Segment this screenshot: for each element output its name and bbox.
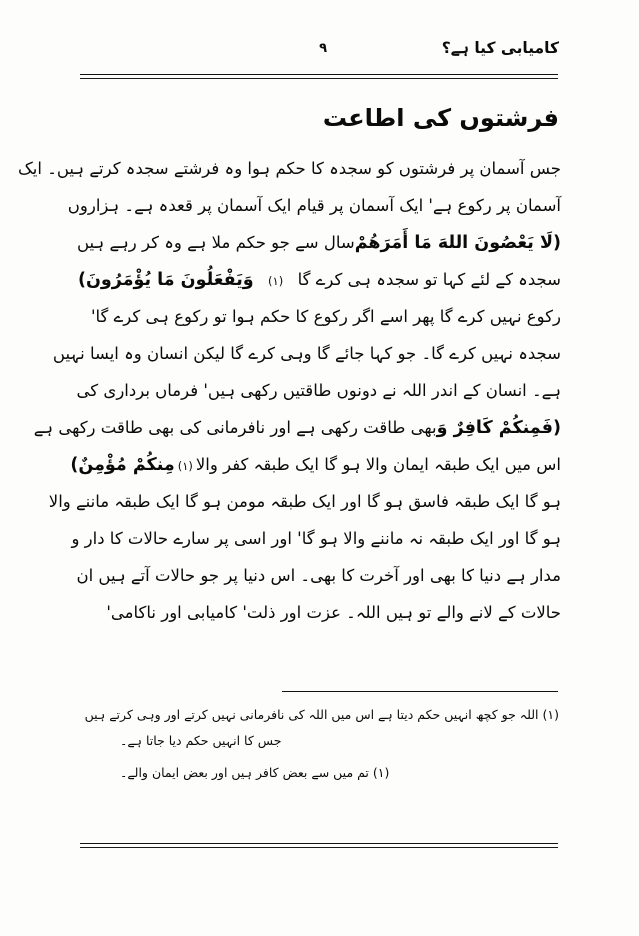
section-heading: فرشتوں کی اطاعت [322,104,559,132]
footer-divider-rule [80,843,558,848]
line-text: رکوع نہیں کرے گا پھر اسے اگر رکوع کا حکم ہوا تو رکوع ہی کرے گا' [90,307,561,326]
footnote-item [82,760,559,786]
line-text: ہے۔ انسان کے اندر اللہ نے دونوں طاقتیں رکھی ہیں' فرماں برداری کی [76,381,561,400]
footnotes-block [82,702,559,786]
body-line [71,520,561,557]
body-line [70,446,561,483]
line-text: اس میں ایک طبقہ ایمان والا ہو گا ایک طبقہ کفر والا [195,455,561,474]
line-text: سجدہ کے لئے کہا تو سجدہ ہی کرے گا [297,270,561,289]
footnote-reference: (۱) [177,459,193,473]
line-text: بھی طاقت رکھی ہے اور نافرمانی کی بھی طاقت رکھی ہے [33,418,437,437]
footnote-reference: (۱) [268,274,284,288]
line-text: مدار ہے دنیا کا بھی اور آخرت کا بھی۔ اس دنیا پر جو حالات آتے ہیں ان [76,566,561,585]
body-line [78,557,561,594]
page-number: ۹ [319,41,327,56]
quran-quote-segment: (فَمِنكُمْ كَافِرٌ وَ [436,418,561,438]
line-text: جس آسمان پر فرشتوں کو سجدہ کا حکم ہوا وہ فرشتے سجدہ کرتے ہیں۔ ایک [18,159,561,178]
body-line [78,594,561,631]
line-text: آسمان پر رکوع ہے' ایک آسمان پر قیام ایک آسمان پر قعدہ ہے۔ ہزاروں [67,196,561,215]
body-line [33,409,561,446]
body-line [78,298,561,335]
page-header [78,34,559,66]
body-line [78,224,561,261]
header-divider-rule [80,74,558,79]
footnote-separator-rule [282,691,558,692]
line-text: ہو گا ایک طبقہ فاسق ہو گا اور ایک طبقہ مومن ہو گا ایک طبقہ ماننے والا [48,492,561,511]
quran-quote-segment: وَيَفْعَلُونَ مَا يُؤْمَرُونَ) [78,270,254,290]
footnote-item [82,702,559,754]
body-text-block [18,150,561,631]
quran-quote-segment: مِنكُمْ مُؤْمِنٌ) [70,455,175,475]
body-line [48,483,561,520]
body-line [67,187,561,224]
footnote-text-line: جس کا انہیں حکم دیا جاتا ہے۔ [120,733,282,748]
body-line [78,261,561,298]
line-text: سجدہ نہیں کرے گا۔ جو کہا جائے گا وہی کرے گا لیکن انسان وہ ایسا نہیں [52,344,561,363]
header-book-title: کامیابی کیا ہے؟ [441,39,559,57]
footnote-text-line: (۱) تم میں سے بعض کافر ہیں اور بعض ایمان والے۔ [120,765,390,780]
body-line [78,372,561,409]
body-line [52,335,561,372]
quran-quote-segment: (لَا يَعْصُونَ اللهَ مَا أَمَرَهُمْ [354,233,561,253]
line-text: ہو گا اور ایک طبقہ نہ ماننے والا ہو گا' اور اسی پر سارے حالات کا دار و [71,529,561,548]
line-text: سال سے جو حکم ملا ہے وہ کر رہے ہیں [77,233,355,252]
line-text: حالات کے لانے والے تو ہیں اللہ۔ عزت اور ذلت' کامیابی اور ناکامی' [106,603,561,622]
footnote-text-line: (۱) اللہ جو کچھ انہیں حکم دیتا ہے اس میں اللہ کی نافرمانی نہیں کرتے اور وہی کرتے ہیں [84,707,559,722]
body-line [18,150,561,187]
